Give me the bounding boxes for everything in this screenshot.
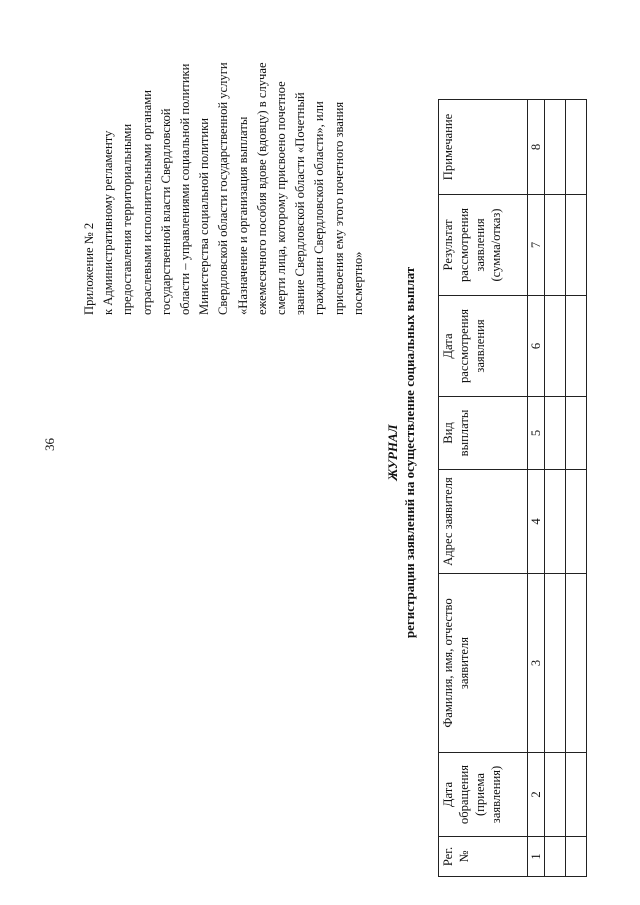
appendix-line: государственной власти Свердловской — [158, 108, 173, 315]
appendix-line: к Административному регламенту — [101, 130, 116, 315]
column-number-row — [528, 100, 545, 877]
appendix-line: Министерства социальной политики — [197, 117, 212, 315]
column-header: Результат рассмотрения заявления (сумма/отказ) — [439, 195, 528, 296]
column-number: 7 — [528, 195, 545, 296]
appendix-line: предоставления территориальными — [120, 123, 135, 315]
column-header: Рег. № — [439, 837, 528, 877]
journal-subtitle: регистрации заявлений на осуществление социальных выплат — [402, 266, 417, 639]
column-header: Примечание — [439, 100, 528, 195]
table-cell — [566, 100, 587, 195]
table-cell — [545, 100, 566, 195]
appendix-line: ежемесячного пособия вдове (вдовцу) в случае — [254, 62, 269, 315]
table-header-row — [439, 100, 528, 877]
appendix-line: «Назначение и организация выплаты — [235, 116, 250, 315]
appendix-line: гражданин Свердловской области», или — [312, 101, 327, 315]
journal-title: ЖУРНАЛ — [385, 424, 400, 481]
column-header: Адрес заявителя — [439, 470, 528, 574]
table-cell — [545, 296, 566, 397]
appendix-line: смерти лица, которому присвоено почетное — [274, 81, 289, 315]
table-cell — [566, 574, 587, 753]
column-number: 6 — [528, 296, 545, 397]
appendix-line: посмертно» — [350, 251, 365, 315]
table-cell — [566, 397, 587, 470]
table-cell — [545, 470, 566, 574]
column-number: 3 — [528, 574, 545, 753]
table-cell — [566, 195, 587, 296]
page-number: 36 — [42, 438, 57, 451]
appendix-line: звание Свердловской области «Почетный — [293, 92, 308, 315]
table-row — [545, 100, 566, 877]
column-number: 2 — [528, 753, 545, 837]
column-number: 1 — [528, 837, 545, 877]
table-cell — [545, 753, 566, 837]
table-cell — [545, 837, 566, 877]
appendix-reference-block — [80, 15, 368, 315]
column-number: 8 — [528, 100, 545, 195]
table-cell — [566, 470, 587, 574]
column-header: Фамилия, имя, отчество заявителя — [439, 574, 528, 753]
table-cell — [545, 195, 566, 296]
table-cell — [545, 397, 566, 470]
table-cell — [566, 753, 587, 837]
column-header: Дата обращения (приема заявления) — [439, 753, 528, 837]
appendix-line: Приложение № 2 — [82, 222, 96, 315]
column-number: 4 — [528, 470, 545, 574]
appendix-line: присвоения ему этого почетного звания — [331, 101, 346, 315]
table-row — [566, 100, 587, 877]
column-header: Вид выплаты — [439, 397, 528, 470]
table-cell — [566, 837, 587, 877]
appendix-line: Свердловской области государственной услуги — [216, 62, 231, 315]
table-cell — [545, 574, 566, 753]
registration-journal-table — [438, 99, 587, 877]
appendix-line: области – управлениями социальной политики — [178, 63, 193, 315]
column-number: 5 — [528, 397, 545, 470]
column-header: Дата рассмотрения заявления — [439, 296, 528, 397]
appendix-line: отраслевыми исполнительными органами — [139, 90, 154, 315]
table-cell — [566, 296, 587, 397]
